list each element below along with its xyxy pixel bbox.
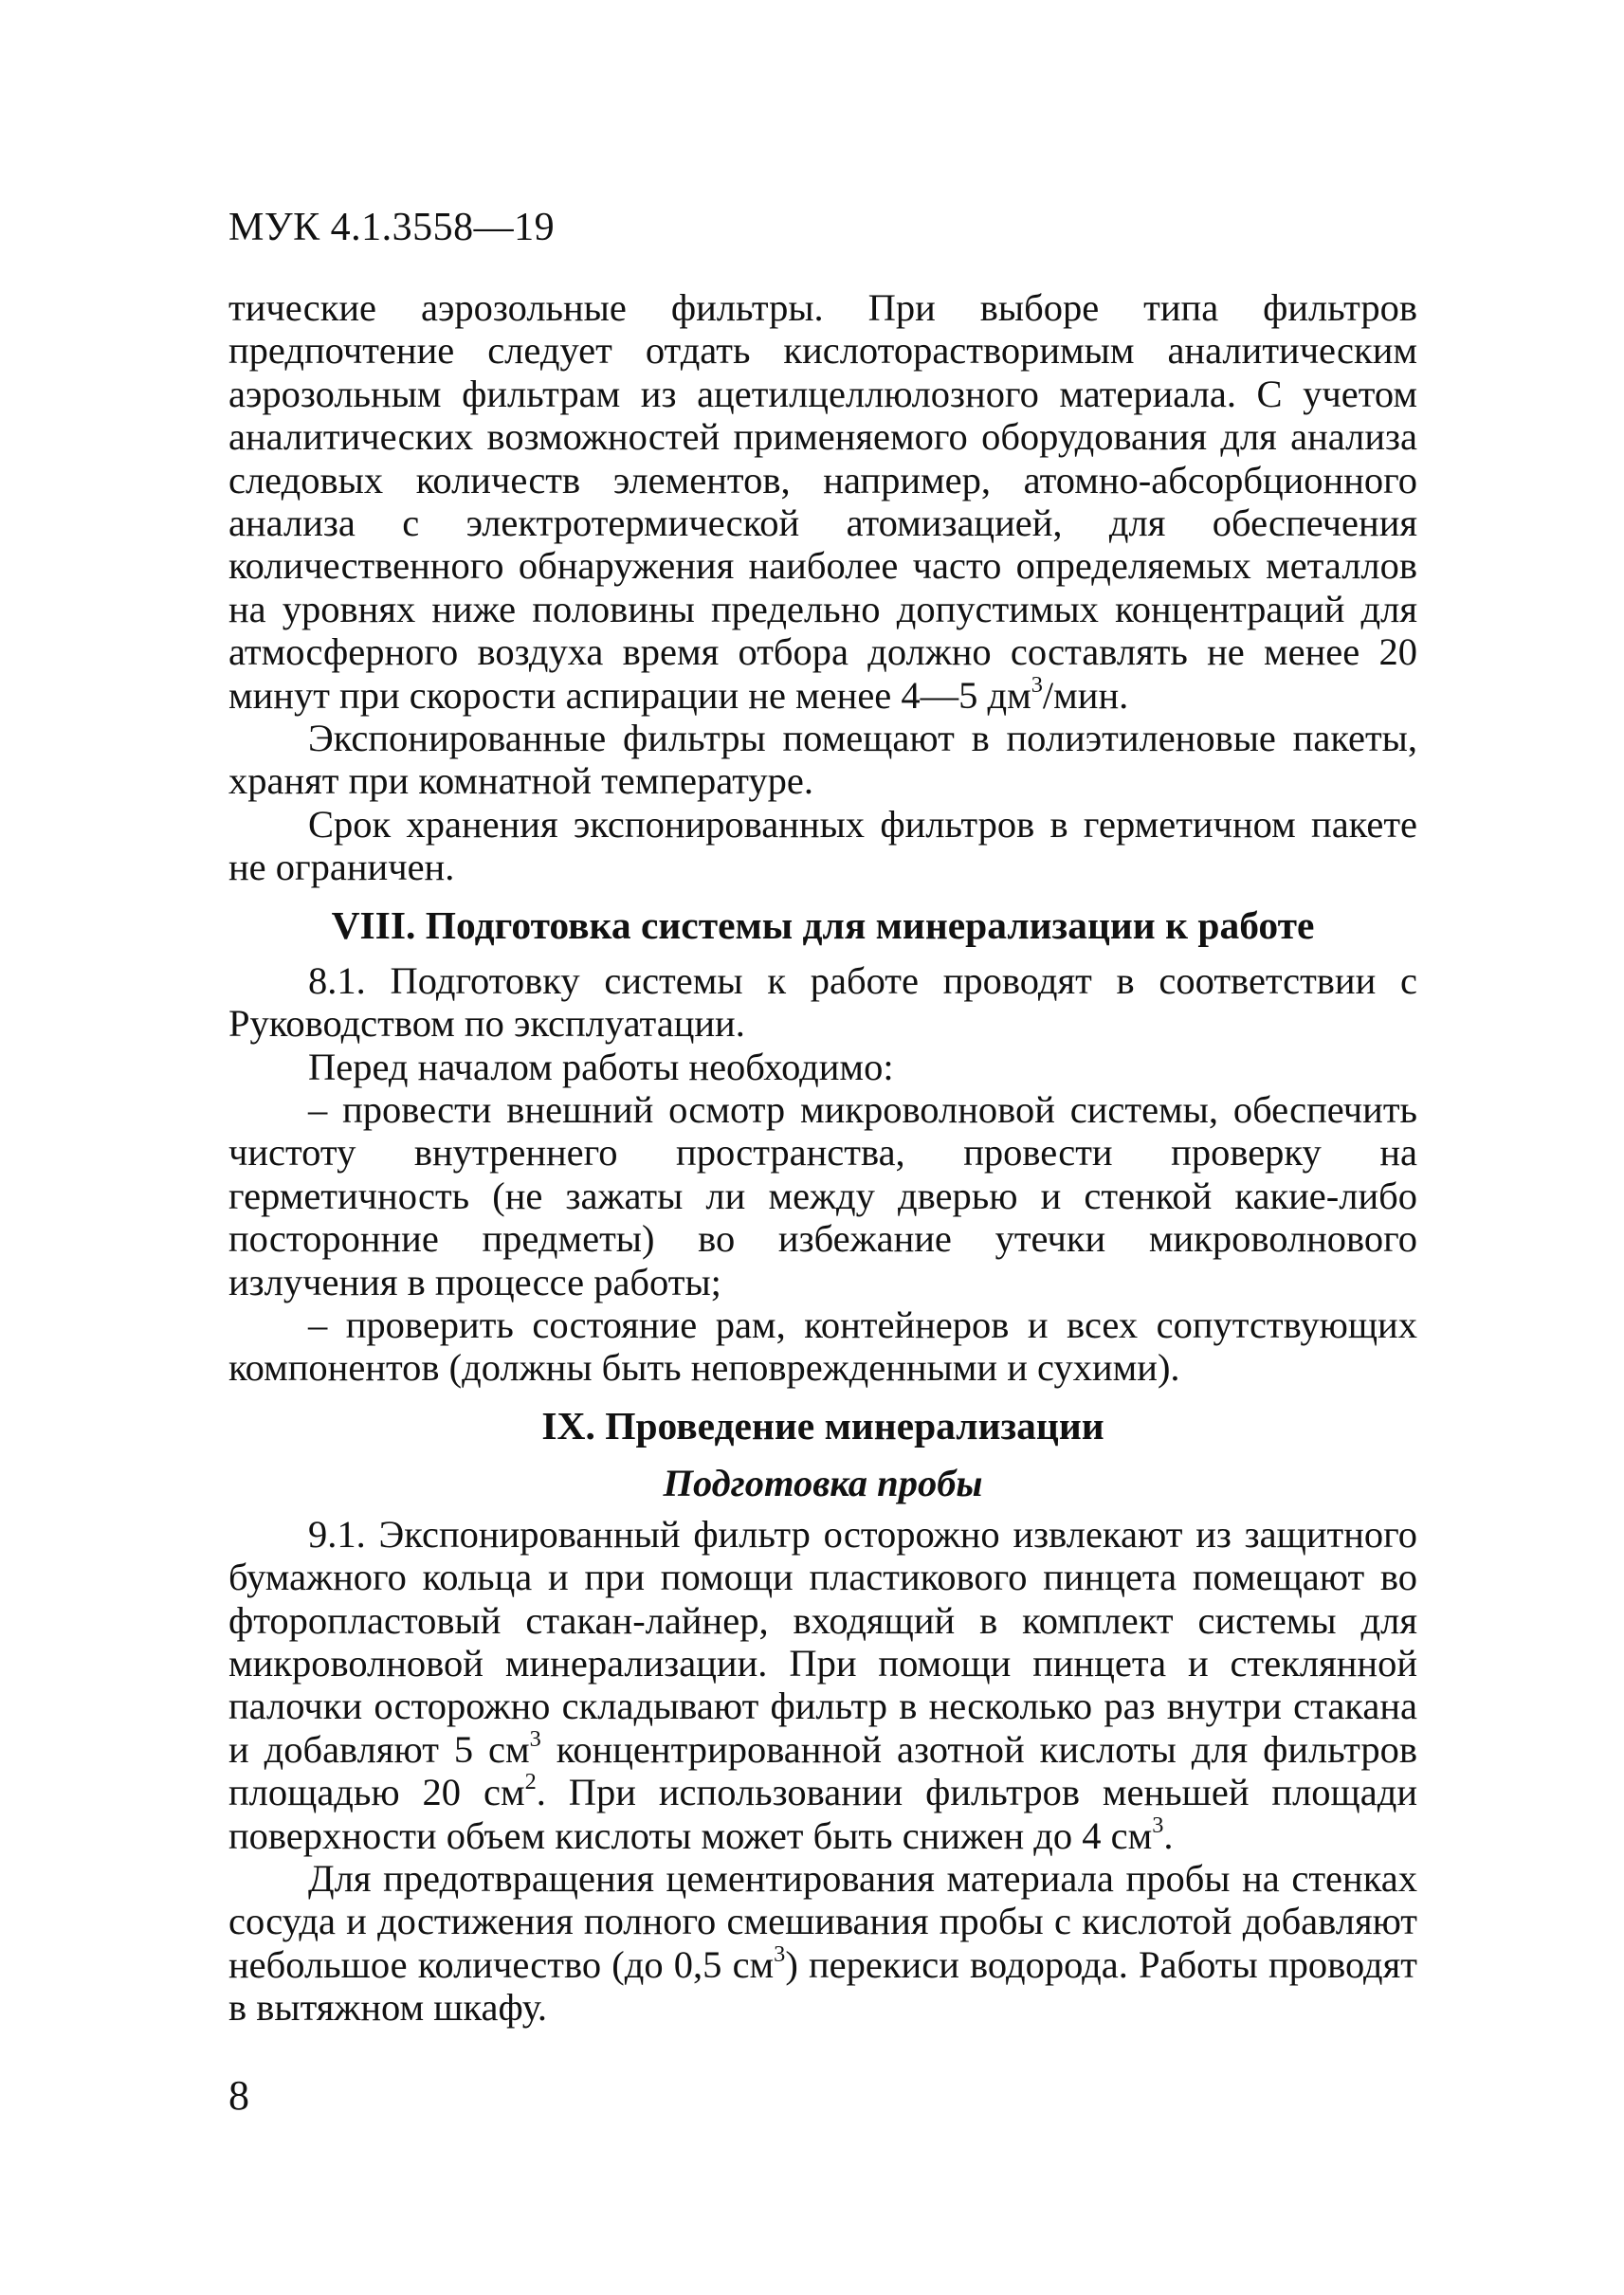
text-run: 9.1. Экспонированный фильтр осторожно извлекают из защитного бумажного кольца и при помощи пластикового пинцета помещают во фторопластовый стакан-лайнер, входящий в комплект системы для микроволновой минерализации. При помощи пинцета и стеклянной палочки осторожно складывают фильтр в несколько раз внутри стакана и добавляют 5 см [228,1512,1417,1771]
text-run: . При использовании фильтров меньшей площади поверхности объем кислоты может быть снижен до 4 см [228,1771,1417,1857]
superscript: 3 [1031,671,1043,698]
paragraph-9-1 [228,1513,1417,1857]
paragraph-filters-text: тические аэрозольные фильтры. При выборе типа фильтров предпочтение следует отдать кислоторастворимым аналитическим аэрозольным фильтрам из ацетилцеллюлозного материала. С учетом аналитических возможностей применяемого оборудования для анализа следовых количеств элементов, например, атомно-абсорбционного анализа с электротермической атомизацией, для обеспечения количественного обнаружения наиболее часто определяемых металлов на уровнях ниже половины предельно допустимых концентраций для атмосферного воздуха время отбора должно составлять не менее 20 минут при скорости аспирации не менее 4—5 дм [228,286,1417,717]
list-item: – проверить состояние рам, контейнеров и всех сопутствующих компонентов (должны быть неповрежденными и сухими). [228,1302,1417,1390]
section-heading-8: VIII. Подготовка системы для минерализации к работе [331,902,1315,947]
list-item: – провести внешний осмотр микроволновой системы, обеспечить чистоту внутреннего пространства, провести проверку на герметичность (не зажаты ли между дверью и стенкой какие-либо посторонние предметы) во избежание утечки микроволнового излучения в процессе работы; [228,1087,1417,1303]
superscript: 3 [774,1940,786,1967]
paragraph-before-work: Перед началом работы необходимо: [308,1045,894,1088]
superscript: 3 [529,1725,541,1752]
page-number: 8 [228,2072,249,2119]
superscript: 3 [1152,1812,1164,1838]
paragraph-storage: Экспонированные фильтры помещают в полиэтиленовые пакеты, хранят при комнатной температуре. [228,717,1417,803]
paragraph-filters-tail: /мин. [1042,673,1129,717]
paragraph-peroxide [228,1857,1417,2030]
paragraph-storage-term: Срок хранения экспонированных фильтров в герметичном пакете не ограничен. [228,802,1417,889]
document-code: МУК 4.1.3558—19 [228,206,556,249]
text-run: . [1163,1813,1174,1857]
subsection-heading: Подготовка пробы [663,1461,983,1504]
document-body [228,286,1417,2030]
paragraph-8-1: 8.1. Подготовку системы к работе проводят в соответствии с Руководством по эксплуатации. [228,958,1417,1046]
superscript: 2 [524,1769,537,1795]
text-run: ) перекиси водорода. Работы проводят в вытяжном шкафу. [228,1942,1417,2030]
text-run: концентрированной азотной кислоты для фильтров площадью 20 см [228,1727,1417,1814]
text-run: Для предотвращения цементирования материала пробы на стенках сосуда и достижения полного смешивания пробы с кислотой добавляют небольшое количество (до 0,5 см [228,1857,1417,1986]
paragraph-filters [228,286,1417,717]
section-heading-9: IX. Проведение минерализации [541,1403,1104,1448]
